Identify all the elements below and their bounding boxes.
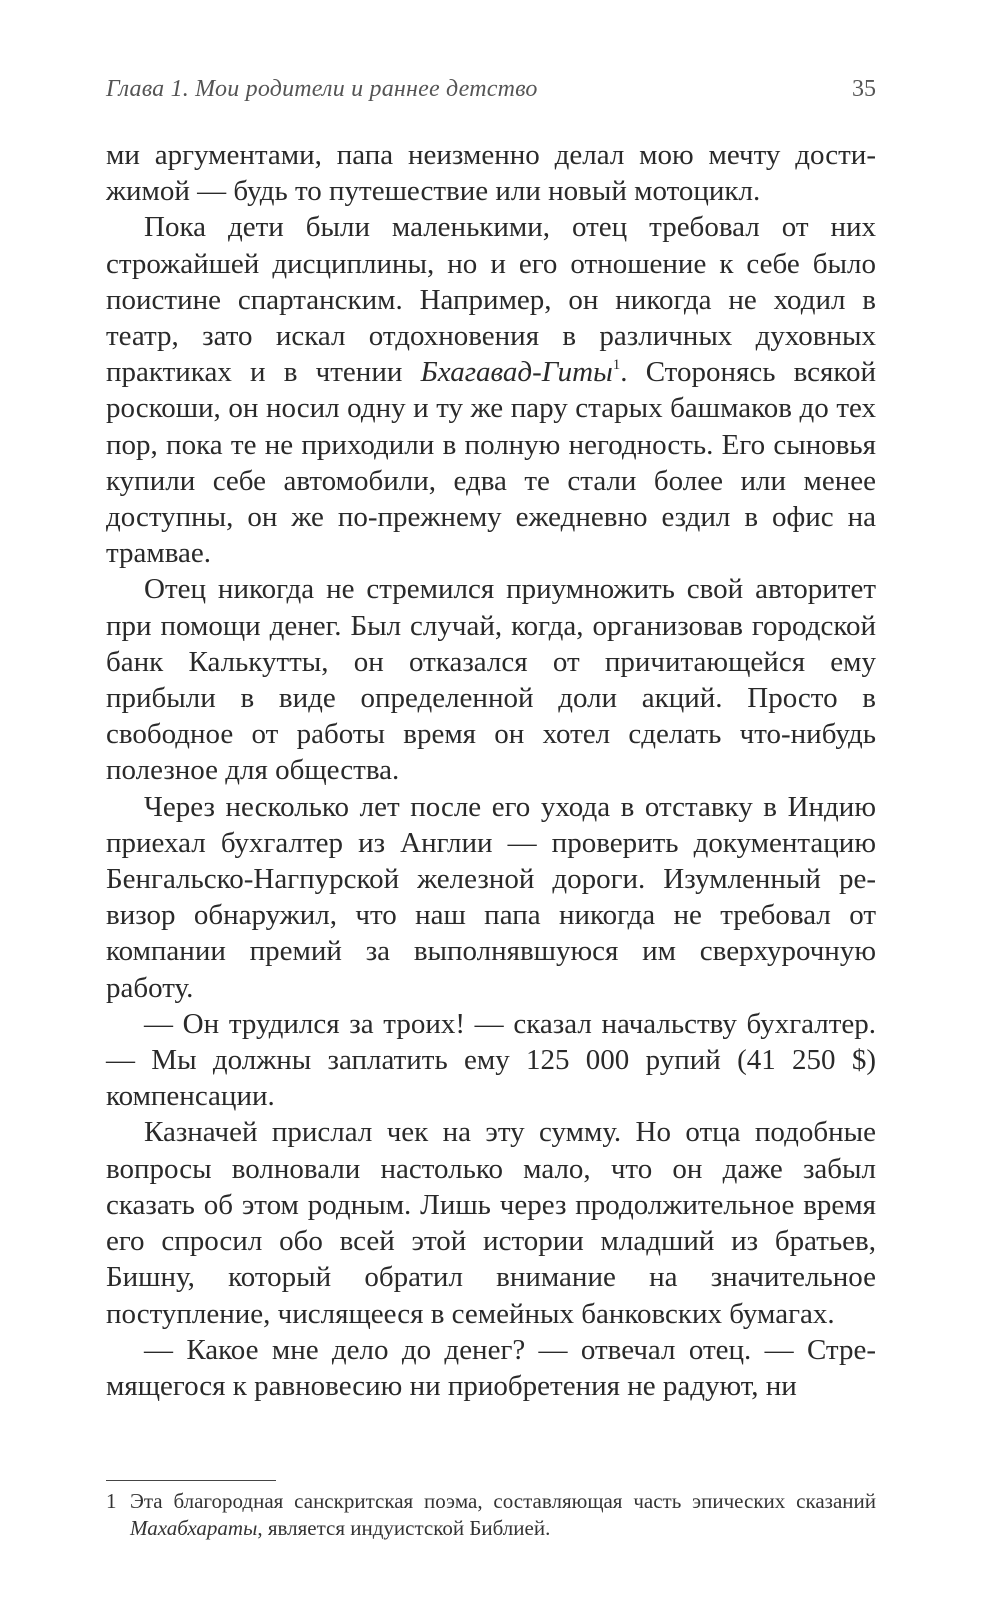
paragraph-3: Отец никогда не стремился приумножить свой авторитет при помощи денег. Был случай, когда, организовав городской банк Калькутты, он отказался от причитающейся ему прибыли в виде определенной доли акций. Просто в свободное от работы время он хотел сделать что-нибудь полезное для общества. bbox=[106, 573, 876, 787]
footnote-divider bbox=[106, 1480, 276, 1481]
paragraph-7: — Какое мне дело до денег? — отвечал отец. — Стремящегося к равновесию ни приобретения не радуют, ни bbox=[106, 1333, 876, 1402]
book-title-bhagavad-gita: Бхагавад-Гиты bbox=[420, 356, 613, 389]
footnote-text-a: Эта благородная санскритская поэма, составляющая часть эпических сказаний bbox=[130, 1489, 876, 1513]
paragraph-4: Через несколько лет после его ухода в отставку в Индию приехал бухгалтер из Англии — проверить документацию Бенгальско-Нагпурской железной дороги. Изумленный ревизор обнаружил, что наш папа никогда не требовал от компании премий за выполнявшуюся им сверхурочную работу. bbox=[106, 790, 876, 1004]
paragraph-2-text-b: . Сторонясь всякой роскоши, он носил одну и ту же пару старых башмаков до тех пор, пока те не приходили в полную негодность. Его сыновья купили себе автомобили, едва те стали более или менее доступны, он же по-прежнему ежедневно ездил в офис на трамвае. bbox=[106, 356, 877, 570]
footnote-text-b: , является индуистской Библией. bbox=[257, 1516, 551, 1540]
paragraph-5: — Он трудился за троих! — сказал начальству бухгалтер. — Мы должны заплатить ему 125 000 рупий (41 250 $) компенсации. bbox=[106, 1007, 876, 1113]
page-number: 35 bbox=[852, 76, 876, 102]
footnote-number: 1 bbox=[106, 1489, 117, 1513]
footnote-text bbox=[106, 1488, 876, 1542]
footnote-reference[interactable]: 1 bbox=[612, 357, 621, 374]
paragraph-2 bbox=[106, 209, 876, 571]
paragraph-2-text-a: Пока дети были маленькими, отец требовал от них строжайшей дисциплины, но и его отношение к себе было поистине спартанским. Например, он никогда не ходил в театр, зато искал отдохновения в различных духовных практиках и в чтении bbox=[106, 211, 876, 389]
book-title-mahabharata: Махабхараты bbox=[130, 1516, 258, 1540]
chapter-running-title: Глава 1. Мои родители и раннее детство bbox=[106, 76, 538, 102]
footnote bbox=[106, 1488, 876, 1542]
main-text bbox=[106, 137, 876, 1404]
paragraph-1: ми аргументами, папа неизменно делал мою мечту достижимой — будь то путешествие или новый мотоцикл. bbox=[106, 139, 876, 208]
paragraph-6: Казначей прислал чек на эту сумму. Но отца подобные вопросы волновали настолько мало, что он даже забыл сказать об этом родным. Лишь через продолжительное время его спросил обо всей этой истории младший из братьев, Бишну, который обратил внимание на значительное поступление, числящееся в семейных банковских бумагах. bbox=[106, 1116, 876, 1330]
running-header bbox=[106, 76, 876, 110]
